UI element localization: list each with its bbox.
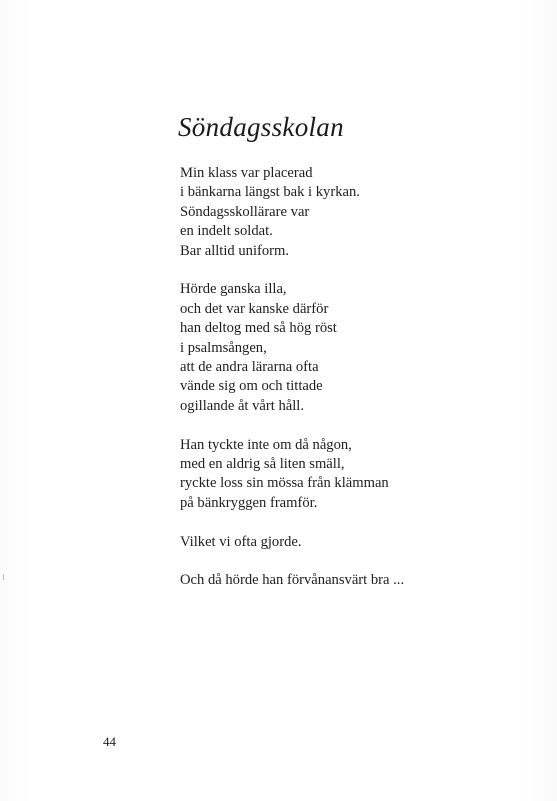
- stanza: [180, 571, 404, 590]
- poem-line: ryckte loss sin mössa från klämman: [180, 475, 389, 492]
- poem-line: på bänkryggen framför.: [180, 494, 318, 511]
- poem-line: i bänkarna längst bak i kyrkan.: [180, 184, 360, 201]
- poem-line: Vilket vi ofta gjorde.: [180, 533, 302, 550]
- poem-line: en indelt soldat.: [180, 223, 273, 240]
- poem-body: [180, 164, 404, 591]
- poem-line: Hörde ganska illa,: [180, 281, 287, 298]
- poem-line: vände sig om och tittade: [180, 378, 323, 395]
- poem-line: att de andra lärarna ofta: [180, 359, 319, 376]
- poem-line: Söndagsskollärare var: [180, 203, 310, 220]
- poem-line: med en aldrig så liten smäll,: [180, 456, 345, 473]
- poem-line: Och då hörde han förvånansvärt bra ...: [180, 572, 405, 589]
- poem-line: och det var kanske därför: [180, 300, 329, 317]
- poem-line: i psalmsången,: [180, 339, 267, 356]
- stanza: [180, 164, 404, 261]
- margin-mark: [3, 574, 4, 580]
- poem-line: han deltog med så hög röst: [180, 320, 337, 337]
- poem-line: Bar alltid uniform.: [180, 242, 290, 259]
- page-number: 44: [103, 734, 116, 749]
- poem-line: Han tyckte inte om då någon,: [180, 436, 352, 453]
- stanza: [180, 280, 404, 416]
- poem-title: Söndagsskolan: [178, 112, 344, 142]
- stanza: [180, 436, 404, 514]
- stanza: [180, 533, 404, 552]
- poem-line: ogillande åt vårt håll.: [180, 397, 305, 414]
- poem-line: Min klass var placerad: [180, 165, 313, 181]
